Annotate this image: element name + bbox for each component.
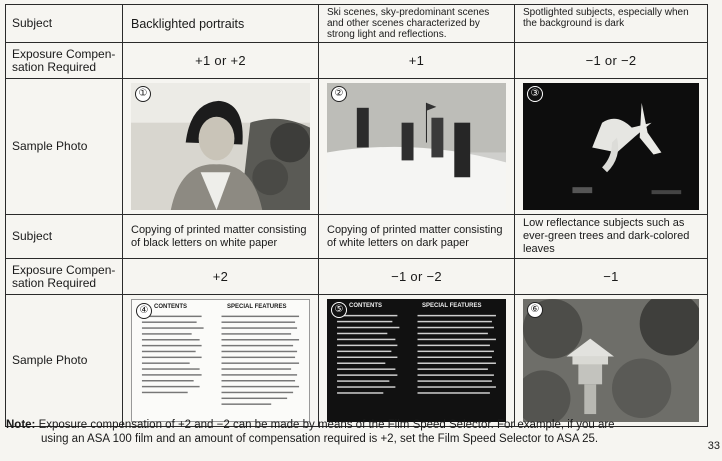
subject-backlighted-portraits: Backlighted portraits	[123, 5, 319, 43]
compensation-value-5: −1 or −2	[319, 259, 515, 295]
note-line-1: Exposure compensation of +2 and −2 can be made by means of the Film Speed Selector. For example, if you are	[38, 419, 615, 431]
compensation-value-6: −1	[515, 259, 708, 295]
subject-label-bottom: Subject	[6, 215, 123, 259]
compensation-value-3: −1 or −2	[515, 43, 708, 79]
compensation-value-1: +1 or +2	[123, 43, 319, 79]
exposure-label-line2: sation Required	[12, 275, 97, 290]
photo-cell-5	[319, 295, 515, 427]
note-line-2: using an ASA 100 film and an amount of compensation required is +2, set the Film Speed Selector to ASA 25.	[41, 433, 599, 445]
bottom-compensation-row	[6, 259, 708, 295]
photo-cell-2	[319, 79, 515, 215]
exposure-compensation-table	[5, 4, 708, 427]
top-subject-row	[6, 5, 708, 43]
portrait-image	[131, 83, 310, 210]
photo-cell-6	[515, 295, 708, 427]
page-number: 33	[707, 440, 720, 452]
doc-header-features: SPECIAL FEATURES	[227, 304, 287, 310]
subject-black-letters: Copying of printed matter consisting of black letters on white paper	[123, 215, 319, 259]
doc-header-features-dark: SPECIAL FEATURES	[422, 303, 482, 309]
photo-dancers	[523, 83, 699, 210]
photo-cell-3	[515, 79, 708, 215]
exposure-label-line1: Exposure Compen-	[12, 46, 116, 61]
dancers-image	[523, 83, 699, 210]
top-photo-row	[6, 79, 708, 215]
compensation-value-2: +1	[319, 43, 515, 79]
photo-black-on-white	[131, 299, 310, 422]
white-text-lines	[327, 299, 506, 422]
subject-low-reflectance: Low reflectance subjects such as ever-green trees and dark-colored leaves	[515, 215, 708, 259]
bottom-photo-row	[6, 295, 708, 427]
subject-ski-scenes: Ski scenes, sky-predominant scenes and other scenes characterized by strong light and reflections.	[319, 5, 515, 43]
photo-portrait	[131, 83, 310, 210]
photo-cell-1	[123, 79, 319, 215]
bottom-subject-row	[6, 215, 708, 259]
exposure-label-line2: sation Required	[12, 59, 97, 74]
footnote	[6, 418, 696, 446]
subject-spotlighted: Spotlighted subjects, especially when the background is dark	[515, 5, 708, 43]
garden-image	[523, 299, 699, 422]
subject-label-top: Subject	[6, 5, 123, 43]
photo-number-1: ①	[135, 86, 151, 102]
compensation-value-4: +2	[123, 259, 319, 295]
doc-header-contents: CONTENTS	[154, 304, 187, 310]
black-text-lines	[132, 300, 309, 421]
ski-image	[327, 83, 506, 210]
exposure-label-top	[6, 43, 123, 79]
note-label: Note:	[6, 419, 36, 431]
photo-number-3: ③	[527, 86, 543, 102]
photo-number-5: ⑤	[331, 302, 347, 318]
sample-photo-label-bottom: Sample Photo	[6, 295, 123, 427]
photo-number-2: ②	[331, 86, 347, 102]
photo-cell-4	[123, 295, 319, 427]
photo-white-on-dark	[327, 299, 506, 422]
exposure-label-line1: Exposure Compen-	[12, 262, 116, 277]
subject-white-letters: Copying of printed matter consisting of white letters on dark paper	[319, 215, 515, 259]
photo-number-4: ④	[136, 303, 152, 319]
sample-photo-label-top: Sample Photo	[6, 79, 123, 215]
photo-ski	[327, 83, 506, 210]
top-compensation-row	[6, 43, 708, 79]
doc-header-contents-dark: CONTENTS	[349, 303, 382, 309]
photo-number-6: ⑥	[527, 302, 543, 318]
photo-garden-lantern	[523, 299, 699, 422]
exposure-label-bottom	[6, 259, 123, 295]
